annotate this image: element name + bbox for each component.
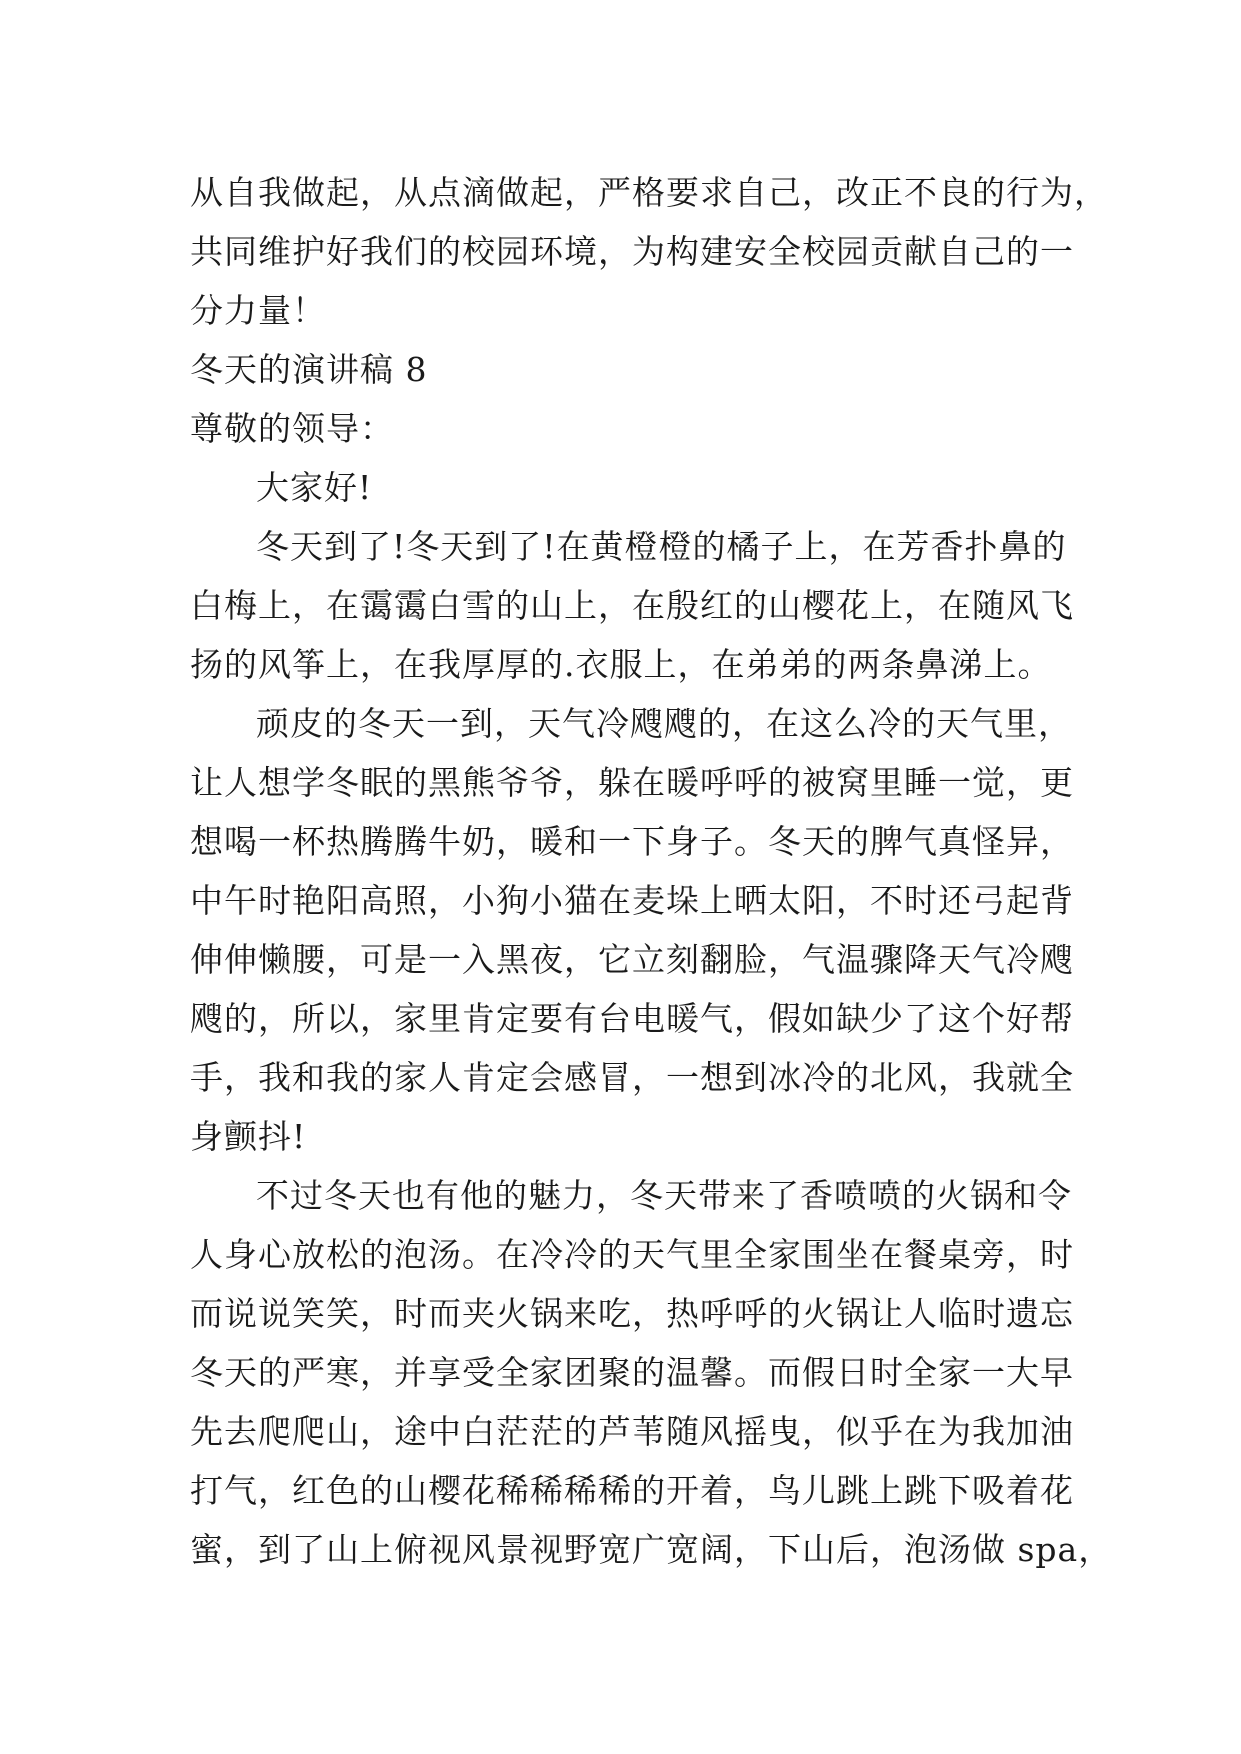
text-line: 分力量！ [190,291,326,330]
text-line: 不过冬天也有他的魅力，冬天带来了香喷喷的火锅和令 [256,1176,1072,1215]
section-title: 冬天的演讲稿 8 [190,350,428,389]
text-line: 扬的风筝上，在我厚厚的.衣服上，在弟弟的两条鼻涕上。 [190,645,1052,684]
text-line: 从自我做起，从点滴做起，严格要求自己，改正不良的行为， [190,173,1108,212]
text-line: 身颤抖! [190,1117,307,1156]
text-line: 共同维护好我们的校园环境，为构建安全校园贡献自己的一 [190,232,1074,271]
text-line: 人身心放松的泡汤。在冷冷的天气里全家围坐在餐桌旁，时 [190,1235,1074,1274]
document-body [190,163,1113,1579]
text-line: 先去爬爬山，途中白茫茫的芦苇随风摇曳，似乎在为我加油 [190,1412,1074,1451]
salutation: 尊敬的领导： [190,409,394,448]
text-line: 打气，红色的山樱花稀稀稀稀的开着，鸟儿跳上跳下吸着花 [190,1471,1074,1510]
text-line: 让人想学冬眠的黑熊爷爷，躲在暖呼呼的被窝里睡一觉，更 [190,763,1074,802]
text-line: 冬天到了!冬天到了!在黄橙橙的橘子上，在芳香扑鼻的 [256,527,1067,566]
text-line: 白梅上，在霭霭白雪的山上，在殷红的山樱花上，在随风飞 [190,586,1074,625]
text-line: 中午时艳阳高照，小狗小猫在麦垛上晒太阳，不时还弓起背 [190,881,1074,920]
text-line: 蜜，到了山上俯视风景视野宽广宽阔，下山后，泡汤做 spa， [190,1530,1113,1569]
text-line: 而说说笑笑，时而夹火锅来吃，热呼呼的火锅让人临时遗忘 [190,1294,1074,1333]
text-line: 想喝一杯热腾腾牛奶，暖和一下身子。冬天的脾气真怪异， [190,822,1074,861]
text-line: 大家好! [256,468,373,507]
text-line: 伸伸懒腰，可是一入黑夜，它立刻翻脸，气温骤降天气冷飕 [190,940,1074,979]
text-line: 手，我和我的家人肯定会感冒，一想到冰冷的北风，我就全 [190,1058,1074,1097]
text-line: 顽皮的冬天一到，天气冷飕飕的，在这么冷的天气里， [256,704,1072,743]
text-line: 冬天的严寒，并享受全家团聚的温馨。而假日时全家一大早 [190,1353,1074,1392]
text-line: 飕的，所以，家里肯定要有台电暖气，假如缺少了这个好帮 [190,999,1074,1038]
